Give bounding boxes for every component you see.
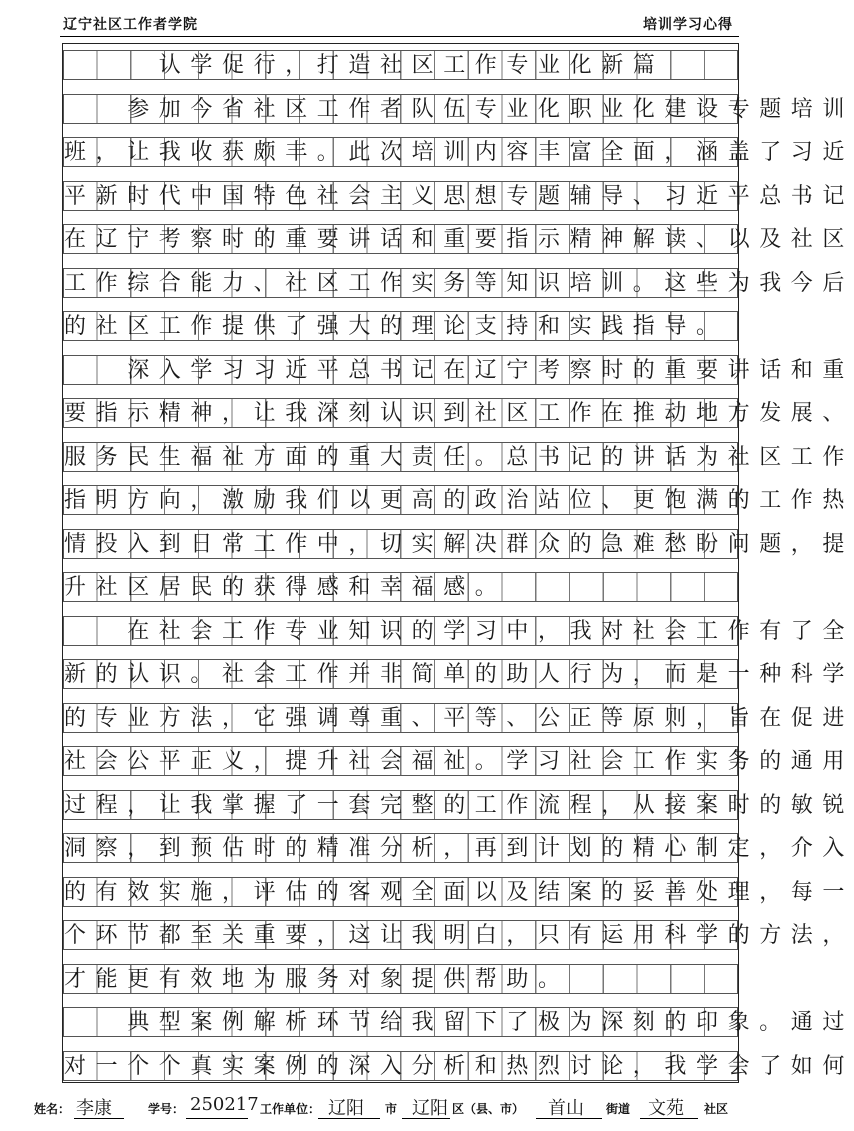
- essay-line: 典型案例解析环节给我留下了极为深刻的印象。通过: [64, 1010, 854, 1035]
- grid-row: [63, 746, 854, 776]
- header-divider: [60, 36, 739, 37]
- grid-row: [63, 94, 854, 124]
- community-suffix: 社区: [704, 1102, 729, 1116]
- essay-line: 参加今省社区工作者队伍专业化职业化建设专题培训: [64, 96, 854, 122]
- essay-line: 服务民生福祉方面的重大责任。总书记的讲话为社区工作: [64, 444, 854, 470]
- essay-line: 才能更有效地为服务对象提供帮助。: [64, 966, 570, 992]
- essay-title: 认学促行，打造社区工作专业化新篇: [64, 53, 665, 78]
- name-value: 李康: [76, 1098, 112, 1119]
- essay-line: 班，让我收获颇丰。此次培训内容丰富全面，涵盖了习近: [64, 140, 854, 165]
- grid-row: [63, 920, 854, 950]
- essay-line: 的专业方法，它强调尊重、平等、公正等原则，旨在促进: [64, 705, 854, 731]
- essay-line: 对一个个真实案例的深入分析和热烈讨论，我学会了如何: [64, 1053, 854, 1079]
- essay-line: 工作综合能力、社区工作实务等知识培训。这些为我今后: [64, 270, 854, 296]
- institution-name: 辽宁社区工作者学院: [63, 17, 198, 33]
- grid-row: [63, 398, 854, 428]
- grid-row: [63, 311, 738, 341]
- district-value: 辽阳: [412, 1098, 448, 1119]
- community-value: 文苑: [648, 1098, 684, 1119]
- name-label: 姓名：: [34, 1102, 71, 1116]
- city-suffix: 市: [385, 1102, 398, 1116]
- grid-row: [63, 137, 854, 167]
- city-underline: [318, 1118, 380, 1119]
- essay-line: 过程，让我掌握了一套完整的工作流程，从接案时的敏锐: [64, 792, 854, 818]
- page-footer: [0, 1094, 799, 1124]
- essay-line: 新的认识。社会工作并非简单的助人行为，而是一种科学: [64, 662, 854, 687]
- grid-row: [63, 964, 738, 994]
- grid-row: [63, 703, 854, 733]
- essay-line: 深入学习习近平总书记在辽宁考察时的重要讲话和重: [64, 357, 854, 383]
- grid-row: [63, 268, 854, 298]
- unit-label: 工作单位：: [260, 1102, 321, 1116]
- grid-row: [63, 877, 854, 907]
- essay-line: 指明方向，激励我们以更高的政治站位、更饱满的工作热: [64, 488, 854, 513]
- street-underline: [536, 1118, 602, 1119]
- id-value: 250217: [190, 1094, 259, 1115]
- essay-line: 在社会工作专业知识的学习中，我对社会工作有了全: [64, 618, 854, 644]
- grid-row: [63, 790, 854, 820]
- grid-row: [63, 355, 854, 385]
- street-suffix: 街道: [606, 1102, 631, 1116]
- page-header: [0, 0, 799, 40]
- id-label: 学号：: [148, 1102, 185, 1116]
- grid-row: [63, 442, 854, 472]
- essay-line: 升社区居民的获得感和幸福感。: [64, 575, 507, 600]
- grid-row: [63, 50, 738, 80]
- grid-row: [63, 529, 854, 559]
- grid-row: [63, 485, 854, 515]
- district-suffix: 区（县、市）: [452, 1102, 525, 1116]
- street-value: 首山: [548, 1098, 584, 1119]
- essay-line: 平新时代中国特色社会主义思想专题辅导、习近平总书记: [64, 183, 854, 209]
- grid-row: [63, 224, 854, 254]
- grid-row: [63, 833, 854, 863]
- grid-row: [63, 1051, 854, 1081]
- essay-line: 在辽宁考察时的重要讲话和重要指示精神解读、以及社区: [64, 227, 854, 252]
- essay-line: 的有效实施，评估的客观全面以及结案的妥善处理，每一: [64, 879, 854, 905]
- district-underline: [402, 1118, 450, 1119]
- essay-line: 社会公平正义，提升社会福祉。学习社会工作实务的通用: [64, 749, 854, 774]
- name-underline: [74, 1118, 124, 1119]
- id-underline: [186, 1118, 248, 1119]
- grid-row: [63, 616, 854, 646]
- document-type: 培训学习心得: [643, 17, 733, 33]
- essay-line: 个环节都至关重要，这让我明白，只有运用科学的方法，: [64, 923, 854, 948]
- essay-line: 的社区工作提供了强大的理论支持和实践指导。: [64, 314, 728, 339]
- community-underline: [640, 1118, 698, 1119]
- grid-row: [63, 1007, 854, 1037]
- writing-grid: [62, 43, 854, 1083]
- grid-row: [63, 572, 738, 602]
- city-value: 辽阳: [328, 1098, 364, 1119]
- grid-row: [63, 659, 854, 689]
- grid-row: [63, 181, 854, 211]
- essay-line: 洞察，到预估时的精准分析，再到计划的精心制定，介入: [64, 836, 854, 861]
- essay-line: 情投入到日常工作中，切实解决群众的急难愁盼问题，提: [64, 531, 854, 557]
- essay-line: 要指示精神，让我深刻认识到社区工作在推动地方发展、: [64, 401, 854, 426]
